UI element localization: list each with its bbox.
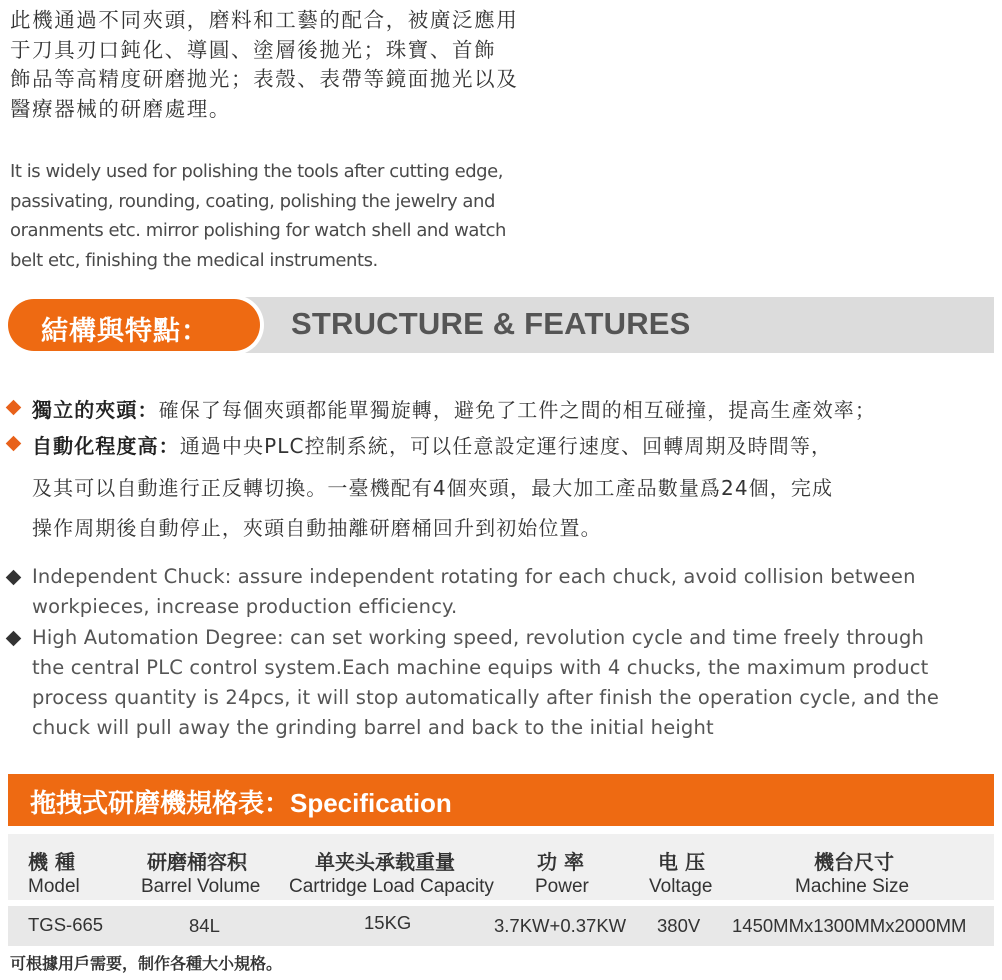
column-header-zh: 機 種 [28, 850, 75, 874]
intro-en-line: belt etc, finishing the medical instruments. [10, 249, 378, 271]
intro-zh-line: 飾品等高精度研磨拋光；表殼、表帶等鏡面拋光以及 [10, 67, 519, 91]
feature-zh-label: 自動化程度高： [32, 434, 180, 458]
feature-zh-item [32, 430, 832, 459]
specification-banner [8, 774, 994, 826]
column-header-en: Model [28, 876, 80, 897]
intro-en-line: oranments etc. mirror polishing for watch shell and watch [10, 220, 506, 241]
feature-en-line: workpieces, increase production efficiency. [32, 595, 458, 618]
column-header-en: Voltage [649, 876, 713, 897]
intro-zh-line: 醫療器械的研磨處理。 [10, 96, 231, 121]
feature-en-line: process quantity is 24pcs, it will stop automatically after finish the operation cycle, and the [32, 686, 940, 709]
table-cell-voltage: 380V [657, 915, 701, 936]
feature-zh-continuation: 及其可以自動進行正反轉切換。一臺機配有4個夾頭，最大加工產品數量爲24個，完成 [32, 476, 834, 500]
spec-footnote: 可根據用戶需要，制作各種大小規格。 [10, 954, 283, 973]
column-header-zh: 电 压 [658, 850, 705, 874]
feature-en-line: the central PLC control system.Each machine equips with 4 chucks, the maximum product [32, 656, 929, 679]
column-header-en: Cartridge Load Capacity [289, 876, 494, 897]
table-cell-machine-size: 1450MMx1300MMx2000MM [732, 915, 967, 936]
table-cell-power: 3.7KW+0.37KW [494, 915, 627, 936]
specification-title: 拖拽式研磨機規格表：Specification [30, 788, 452, 818]
intro-zh-line: 于刀具刃口鈍化、導圓、塗層後拋光；珠寶、首飾 [10, 37, 497, 62]
intro-en-line: passivating, rounding, coating, polishing the jewelry and [10, 190, 495, 212]
table-row [8, 906, 994, 946]
feature-zh-item [32, 394, 876, 423]
column-header-en: Barrel Volume [141, 876, 261, 897]
column-header-en: Machine Size [795, 876, 910, 897]
column-header-zh: 機台尺寸 [814, 850, 894, 874]
intro-zh-line: 此機通過不同夾頭，磨料和工藝的配合，被廣泛應用 [10, 8, 519, 32]
feature-en-line: Independent Chuck: assure independent rotating for each chuck, avoid collision between [32, 565, 916, 588]
bullet-diamond-icon [6, 570, 22, 586]
feature-zh-label: 獨立的夾頭： [32, 398, 159, 422]
column-header-zh: 研磨桶容积 [147, 850, 247, 874]
table-cell-barrel-volume: 84L [189, 915, 220, 936]
bullet-diamond-icon [6, 436, 22, 452]
feature-en-line: High Automation Degree: can set working speed, revolution cycle and time freely through [32, 626, 924, 649]
table-cell-load-capacity: 15KG [364, 912, 412, 933]
bullet-diamond-icon [6, 631, 22, 647]
intro-en-line: It is widely used for polishing the tools after cutting edge, [10, 161, 504, 182]
features-section-banner [8, 297, 994, 353]
column-header-en: Power [535, 876, 589, 897]
column-header-zh: 单夹头承载重量 [315, 850, 455, 874]
features-title-en: STRUCTURE & FEATURES [291, 306, 691, 341]
feature-zh-text: 確保了每個夾頭都能單獨旋轉，避免了工件之間的相互碰撞，提高生產效率； [158, 398, 877, 422]
table-cell-model: TGS-665 [28, 914, 104, 935]
spec-table-header [8, 834, 994, 900]
feature-zh-text: 通過中央PLC控制系統，可以任意設定運行速度、回轉周期及時間等， [179, 434, 833, 458]
features-title-zh: 結構與特點： [41, 316, 209, 347]
banner-orange-pill [8, 299, 260, 351]
bullet-diamond-icon [6, 400, 22, 416]
feature-zh-continuation: 操作周期後自動停止，夾頭自動抽離研磨桶回升到初始位置。 [32, 516, 602, 540]
intro-english-paragraph [10, 157, 580, 275]
feature-en-line: chuck will pull away the grinding barrel and back to the initial height [32, 716, 714, 739]
intro-chinese-paragraph [10, 6, 580, 124]
column-header-zh: 功 率 [537, 850, 584, 874]
